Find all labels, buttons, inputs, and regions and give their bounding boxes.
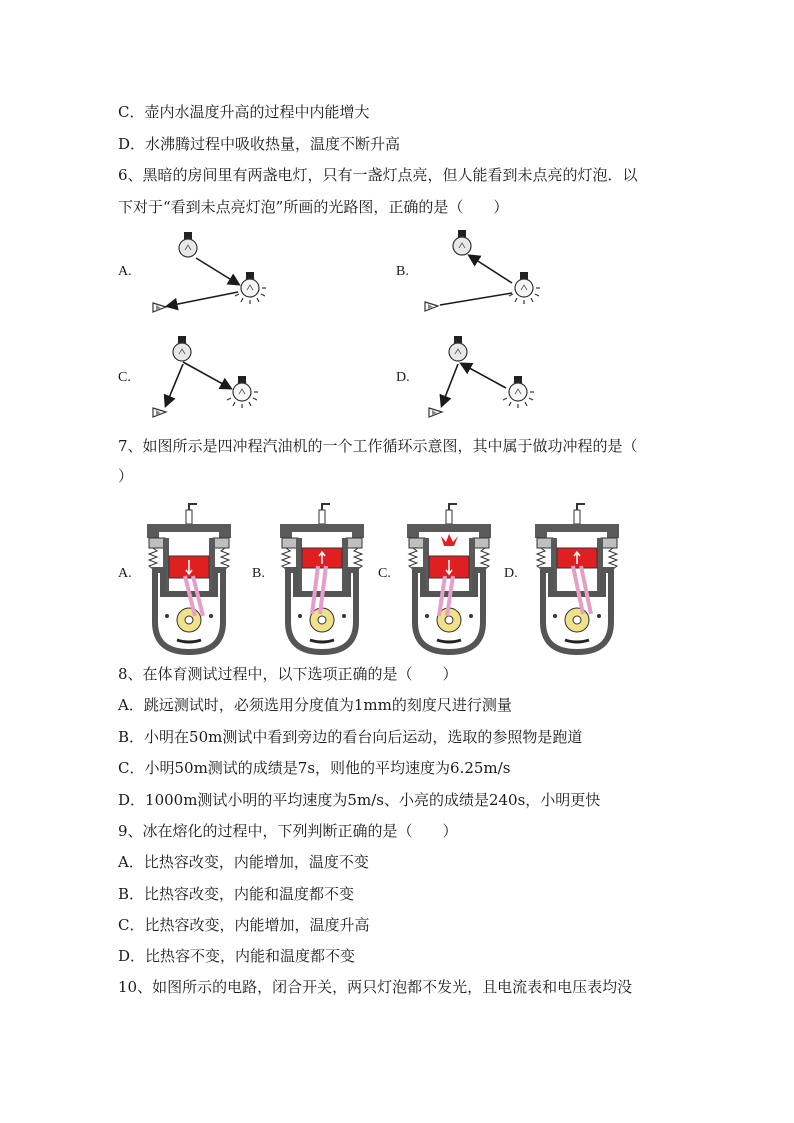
q6-label-a: A. xyxy=(118,264,132,279)
q7-label-a: A. xyxy=(118,566,132,581)
q6-label-c: C. xyxy=(118,370,131,385)
q6-stem-line1: 6、黑暗的房间里有两盏电灯，只有一盏灯点亮，但人能看到未点亮的灯泡．以 xyxy=(118,166,638,184)
q7-stem-line1: 7、如图所示是四冲程汽油机的一个工作循环示意图，其中属于做功冲程的是（ xyxy=(118,437,638,455)
q6-label-b: B. xyxy=(396,264,409,279)
q9-option-c: C．比热容改变，内能增加，温度升高 xyxy=(118,916,370,934)
q7-label-b: B. xyxy=(252,566,265,581)
q8-option-c: C．小明50m测试的成绩是7s，则他的平均速度为6.25m/s xyxy=(118,759,511,777)
q9-option-a: A．比热容改变，内能增加，温度不变 xyxy=(118,853,369,871)
q6-label-d: D. xyxy=(396,370,410,385)
q7-label-d: D. xyxy=(504,566,518,581)
q7-stem-line2: ） xyxy=(118,467,134,485)
q9-option-b: B．比热容改变，内能和温度都不变 xyxy=(118,885,355,903)
q5-option-c: C．壶内水温度升高的过程中内能增大 xyxy=(118,103,370,121)
q8-option-d: D．1000m测试小明的平均速度为5m/s、小亮的成绩是240s，小明更快 xyxy=(118,791,601,809)
q7-label-c: C. xyxy=(378,566,391,581)
q8-option-b: B．小明在50m测试中看到旁边的看台向后运动，选取的参照物是跑道 xyxy=(118,728,583,746)
q9-stem: 9、冰在熔化的过程中，下列判断正确的是（ ） xyxy=(118,822,458,840)
q5-option-d: D．水沸腾过程中吸收热量，温度不断升高 xyxy=(118,135,401,153)
q10-stem: 10、如图所示的电路，闭合开关，两只灯泡都不发光，且电流表和电压表均没 xyxy=(118,978,633,996)
q8-option-a: A．跳远测试时，必须选用分度值为1mm的刻度尺进行测量 xyxy=(118,696,512,714)
q9-option-d: D．比热容不变，内能和温度都不变 xyxy=(118,947,356,965)
q6-stem-line2: 下对于“看到未点亮灯泡”所画的光路图，正确的是（ ） xyxy=(118,198,509,216)
q8-stem: 8、在体育测试过程中，以下选项正确的是（ ） xyxy=(118,665,458,683)
